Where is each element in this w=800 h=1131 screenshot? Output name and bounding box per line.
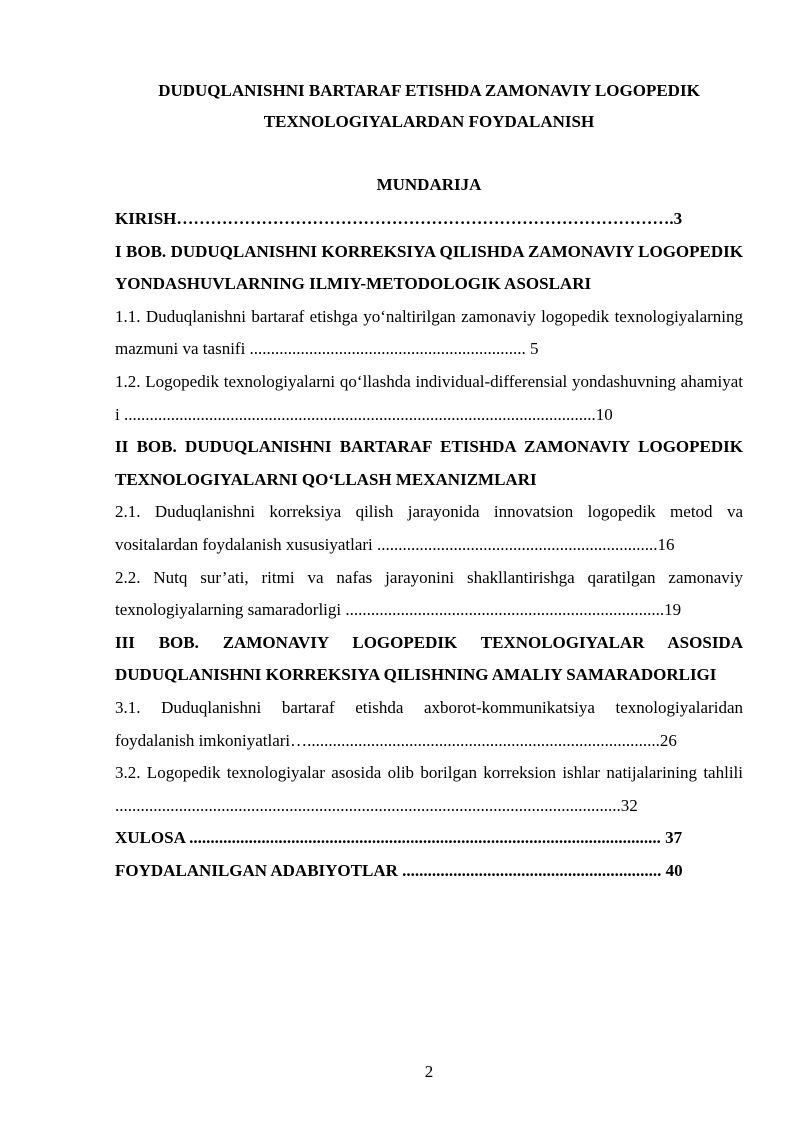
toc-entry-section-3-1[interactable]: 3.1. Duduqlanishni bartaraf etishda axborot-kommunikatsiya texnologiyalaridan foydalanish imkoniyatlari…...................................................................................26 [115,697,743,750]
page-number: 2 [424,1062,434,1081]
toc-entry-section-1-1[interactable]: 1.1. Duduqlanishni bartaraf etishga yo‘naltirilgan zamonaviy logopedik texnologiyalarning mazmuni va tasnifi ................................................................. 5 [115,306,743,359]
toc-entry-chapter-2[interactable]: II BOB. DUDUQLANISHNI BARTARAF ETISHDA ZAMONAVIY LOGOPEDIK TEXNOLOGIYALARNI QO‘LLASH MEXANIZMLARI [115,437,743,489]
toc-entry-adabiyotlar[interactable]: FOYDALANILGAN ADABIYOTLAR ............................................................. 40 [115,860,683,880]
toc-entry-xulosa[interactable]: XULOSA ............................................................................................................... 37 [115,828,683,848]
toc-entry-section-2-2[interactable]: 2.2. Nutq sur’ati, ritmi va nafas jarayonini shakllantirishga qaratilgan zamonaviy texnologiyalarning samaradorligi ...........................................................................19 [115,567,743,620]
toc-heading: MUNDARIJA [376,175,482,194]
toc-entry-kirish[interactable]: KIRISH…………………………………………………………………………….3 [115,209,683,228]
toc-entry-chapter-1[interactable]: I BOB. DUDUQLANISHNI KORREKSIYA QILISHDA ZAMONAVIY LOGOPEDIK YONDASHUVLARNING ILMIY-METODOLOGIK ASOSLARI [115,241,743,294]
document-page [115,0,743,1131]
document-title: DUDUQLANISHNI BARTARAF ETISHDA ZAMONAVIY LOGOPEDIK TEXNOLOGIYALARDAN FOYDALANISH [158,81,700,131]
table-of-contents [115,203,743,887]
toc-entry-section-3-2[interactable]: 3.2. Logopedik texnologiyalar asosida olib borilgan korreksion ishlar natijalarining tahlili .......................................................................................................................32 [115,763,743,815]
toc-entry-chapter-3[interactable]: III BOB. ZAMONAVIY LOGOPEDIK TEXNOLOGIYALAR ASOSIDA DUDUQLANISHNI KORREKSIYA QILISHNING AMALIY SAMARADORLIGI [115,632,743,685]
toc-entry-section-2-1[interactable]: 2.1. Duduqlanishni korreksiya qilish jarayonida innovatsion logopedik metod va vositalardan foydalanish xususiyatlari ..................................................................16 [115,502,743,554]
toc-entry-section-1-2[interactable]: 1.2. Logopedik texnologiyalarni qo‘llashda individual-differensial yondashuvning ahamiyati ...............................................................................................................10 [115,371,743,424]
